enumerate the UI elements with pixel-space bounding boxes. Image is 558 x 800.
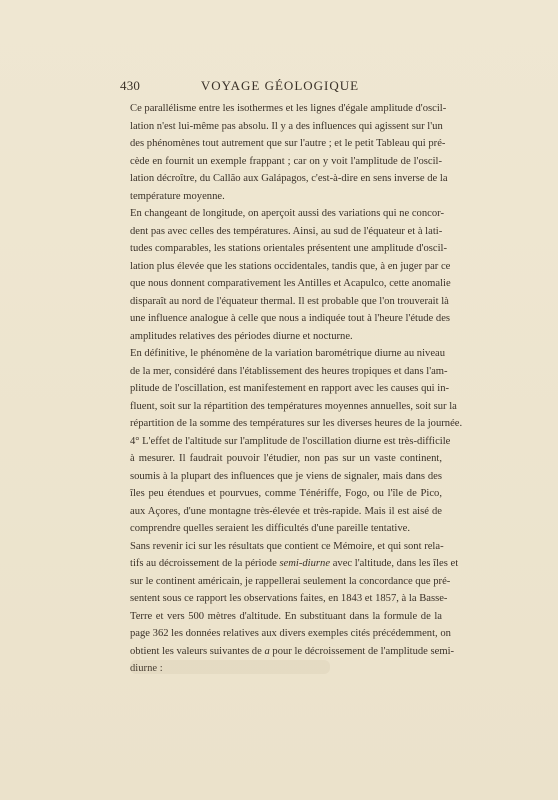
text-line: disparaît au nord de l'équateur thermal. Il est probable que l'on trouverait là bbox=[130, 295, 449, 307]
text-line: îles peu étendues et pourvues, comme Ténériffe, Fogo, ou l'île de Pico, bbox=[130, 488, 442, 499]
text-line: cède en fournit un exemple frappant ; car on y voit l'amplitude de l'oscil- bbox=[130, 155, 442, 167]
page-header bbox=[120, 78, 440, 96]
paragraph bbox=[120, 205, 451, 345]
text-line: plitude de l'oscillation, est manifestement en rapport avec les causes qui in- bbox=[130, 383, 450, 394]
text-line: page 362 les données relatives aux divers exemples cités précédemment, on bbox=[130, 628, 451, 639]
text-line: lation n'est lui-même pas absolu. Il y a des influences qui agissent sur l'un bbox=[130, 120, 443, 132]
text-line: Sans revenir ici sur les résultats que contient ce Mémoire, et qui sont rela- bbox=[130, 540, 444, 552]
text-line: de la mer, considéré dans l'établissement des heures tropiques et dans l'am- bbox=[130, 365, 448, 377]
text-line: répartition de la somme des températures sur les diverses heures de la journée. bbox=[130, 418, 463, 429]
paragraph bbox=[120, 538, 459, 678]
text-line: température moyenne. bbox=[130, 190, 225, 202]
text-line: sur le continent américain, je rappellerai seulement la concordance que pré- bbox=[130, 575, 451, 587]
text-line: soumis à la plupart des influences que je viens de signaler, mais dans des bbox=[130, 470, 442, 482]
text-line: sentent sous ce rapport les observations faites, en 1843 et 1857, à la Basse- bbox=[130, 593, 448, 604]
paragraph bbox=[120, 433, 451, 538]
text-line: tudes comparables, les stations orientales présentent une amplitude d'oscil- bbox=[130, 243, 447, 254]
text-line: diurne : bbox=[130, 663, 163, 674]
text-line: lation plus élevée que les stations occidentales, tandis que, à en juger par ce bbox=[130, 260, 451, 272]
text-line: une influence analogue à celle que nous a indiquée tout à l'heure l'étude des bbox=[130, 313, 451, 324]
text-line: fluent, soit sur la répartition des températures moyennes annuelles, soit sur la bbox=[130, 400, 457, 412]
running-title: VOYAGE GÉOLOGIQUE bbox=[200, 78, 360, 93]
text-line: comprendre quelles seraient les difficultés d'une pareille tentative. bbox=[130, 523, 410, 534]
paragraph bbox=[120, 345, 463, 433]
page-number: 430 bbox=[120, 78, 141, 93]
text-line: des phénomènes tout autrement que sur l'autre ; et le petit Tableau qui pré- bbox=[130, 138, 446, 149]
text-line: En changeant de longitude, on aperçoit aussi des variations qui ne concor- bbox=[130, 208, 444, 219]
text-line: Ce parallélisme entre les isothermes et les lignes d'égale amplitude d'oscil- bbox=[130, 103, 447, 114]
paragraph bbox=[120, 100, 448, 205]
text-line: En définitive, le phénomène de la variation barométrique diurne au niveau bbox=[130, 348, 446, 359]
bleed-through-stain bbox=[130, 660, 330, 674]
text-line: obtient les valeurs suivantes de a pour le décroissement de l'amplitude semi- bbox=[130, 645, 455, 657]
text-line: amplitudes relatives des périodes diurne et nocturne. bbox=[130, 330, 353, 342]
text-line: dent pas avec celles des températures. Ainsi, au sud de l'équateur et à lati- bbox=[130, 225, 443, 237]
body-text bbox=[120, 100, 463, 678]
text-line: lation décroître, du Callão aux Galápagos, c'est-à-dire en sens inverse de la bbox=[130, 173, 448, 184]
text-line: à mesurer. Il faudrait pouvoir l'étudier, non pas sur un vaste continent, bbox=[130, 453, 442, 464]
text-line: aux Açores, d'une montagne très-élevée et très-rapide. Mais il est aisé de bbox=[130, 505, 442, 517]
text-line: Terre et vers 500 mètres d'altitude. En substituant dans la formule de la bbox=[130, 610, 442, 622]
text-line: que nous donnent comparativement les Antilles et Acapulco, cette anomalie bbox=[130, 278, 451, 289]
text-line: 4° L'effet de l'altitude sur l'amplitude de l'oscillation diurne est très-difficile bbox=[130, 435, 451, 447]
text-line: tifs au décroissement de la période semi-diurne avec l'altitude, dans les îles et bbox=[130, 558, 459, 569]
